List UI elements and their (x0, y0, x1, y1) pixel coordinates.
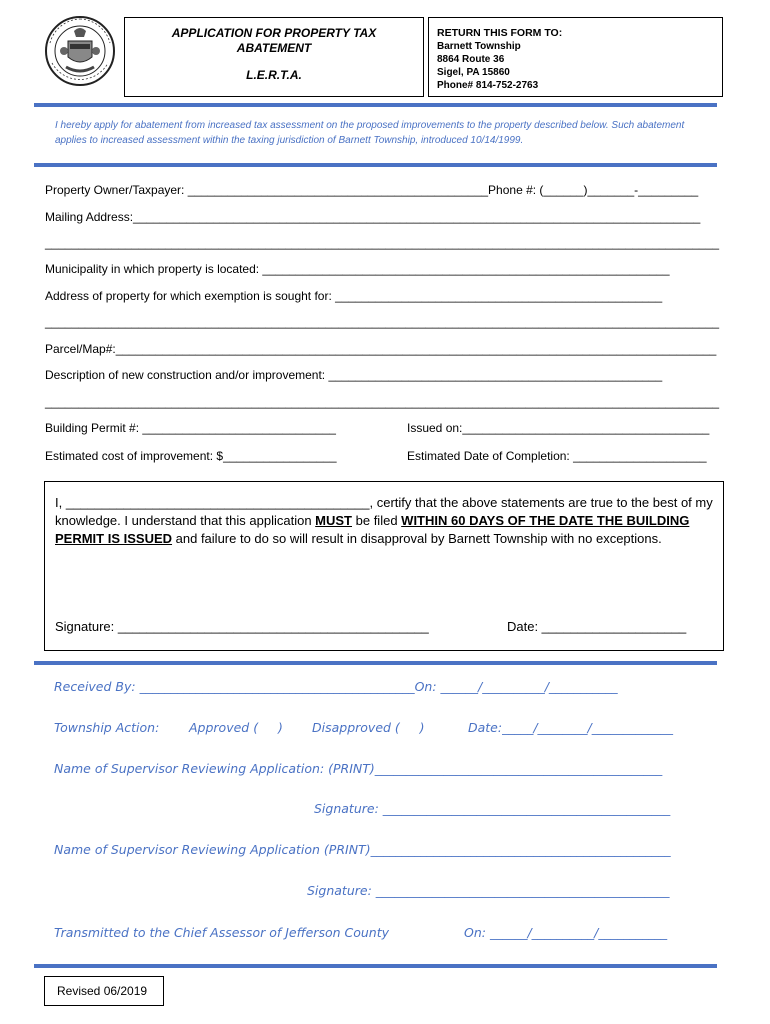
certification-date-field[interactable]: Date: ____________________ (507, 619, 687, 634)
must-emphasis: MUST (315, 513, 353, 528)
transmitted-label: Transmitted to the Chief Assessor of Jefferson County (54, 925, 390, 940)
disapproved-checkbox[interactable]: Disapproved ( ) (312, 720, 425, 735)
township-action-label: Township Action: (54, 720, 160, 735)
return-title: RETURN THIS FORM TO: (437, 27, 563, 39)
certification-text: I, __________________________________________, certify that the above statements are true to the best of my knowledge. I understand that this application (55, 495, 713, 528)
building-permit-field[interactable]: Building Permit #: _____________________________ (45, 421, 336, 435)
certification-statement (55, 494, 717, 548)
intro-statement: I hereby apply for abatement from increased tax assessment on the proposed improvements to the property described below. Such abatement applies to increased assessment within the taxing jurisdiction of Barnett Township, introduced 10/14/1999. (55, 120, 685, 146)
estimated-cost-field[interactable]: Estimated cost of improvement: $_________________ (45, 449, 337, 463)
received-by-field[interactable]: Received By: ____________________________________________On: ______/__________/___________ (54, 679, 618, 694)
property-address-field[interactable]: Address of property for which exemption is sought for: _________________________________________________ (45, 289, 663, 303)
divider-rule (34, 103, 717, 107)
issued-on-field[interactable]: Issued on:_____________________________________ (407, 421, 710, 435)
property-address-continuation[interactable]: _____________________________________________________________________________________________________ (45, 315, 720, 329)
certification-text: and failure to do so will result in disapproval by Barnett Township with no exceptions. (172, 531, 662, 546)
return-line: Sigel, PA 15860 (437, 67, 510, 78)
form-title-box (124, 17, 424, 97)
return-line: Phone# 814-752-2763 (437, 80, 539, 91)
certification-text: be filed (352, 513, 402, 528)
return-address-box (428, 17, 723, 97)
supervisor-name-field-2[interactable]: Name of Supervisor Reviewing Application (PRINT)________________________________________________ (54, 842, 671, 857)
improvement-description-field[interactable]: Description of new construction and/or improvement: __________________________________________________ (45, 368, 663, 382)
municipality-field[interactable]: Municipality in which property is located: _____________________________________________________________ (45, 262, 670, 276)
improvement-description-continuation[interactable]: _____________________________________________________________________________________________________ (45, 395, 720, 409)
divider-rule (34, 163, 717, 167)
parcel-map-field[interactable]: Parcel/Map#:__________________________________________________________________________________________ (45, 342, 717, 356)
supervisor-name-field-1[interactable]: Name of Supervisor Reviewing Application: (PRINT)______________________________________________ (54, 761, 663, 776)
supervisor-signature-field-2[interactable]: Signature: _______________________________________________ (307, 883, 670, 898)
township-seal-image (44, 15, 116, 87)
form-title-lerta: L.E.R.T.A. (246, 68, 302, 82)
mailing-address-field[interactable]: Mailing Address:_____________________________________________________________________________________ (45, 210, 701, 224)
approved-checkbox[interactable]: Approved ( ) (189, 720, 283, 735)
transmitted-on-field[interactable]: On: ______/__________/___________ (464, 925, 668, 940)
return-line: Barnett Township (437, 41, 521, 52)
divider-rule (34, 661, 717, 665)
completion-date-field[interactable]: Estimated Date of Completion: ____________________ (407, 449, 707, 463)
revision-note: Revised 06/2019 (44, 976, 164, 1006)
mailing-address-continuation[interactable]: _____________________________________________________________________________________________________ (45, 236, 720, 250)
form-title-line1: APPLICATION FOR PROPERTY TAX (171, 26, 377, 40)
certification-signature-field[interactable]: Signature: ___________________________________________ (55, 619, 429, 634)
action-date-field[interactable]: Date:_____/________/_____________ (468, 720, 674, 735)
divider-rule (34, 964, 717, 968)
return-line: 8864 Route 36 (437, 54, 505, 65)
deadline-emphasis: WITHIN 60 DAYS OF THE DATE THE BUILDING PERMIT IS ISSUED (55, 513, 690, 546)
owner-phone-field[interactable]: Property Owner/Taxpayer: _____________________________________________Phone #: (______)_______-_________ (45, 183, 699, 197)
supervisor-signature-field-1[interactable]: Signature: ______________________________________________ (314, 801, 671, 816)
form-title-line2: ABATEMENT (236, 41, 312, 55)
